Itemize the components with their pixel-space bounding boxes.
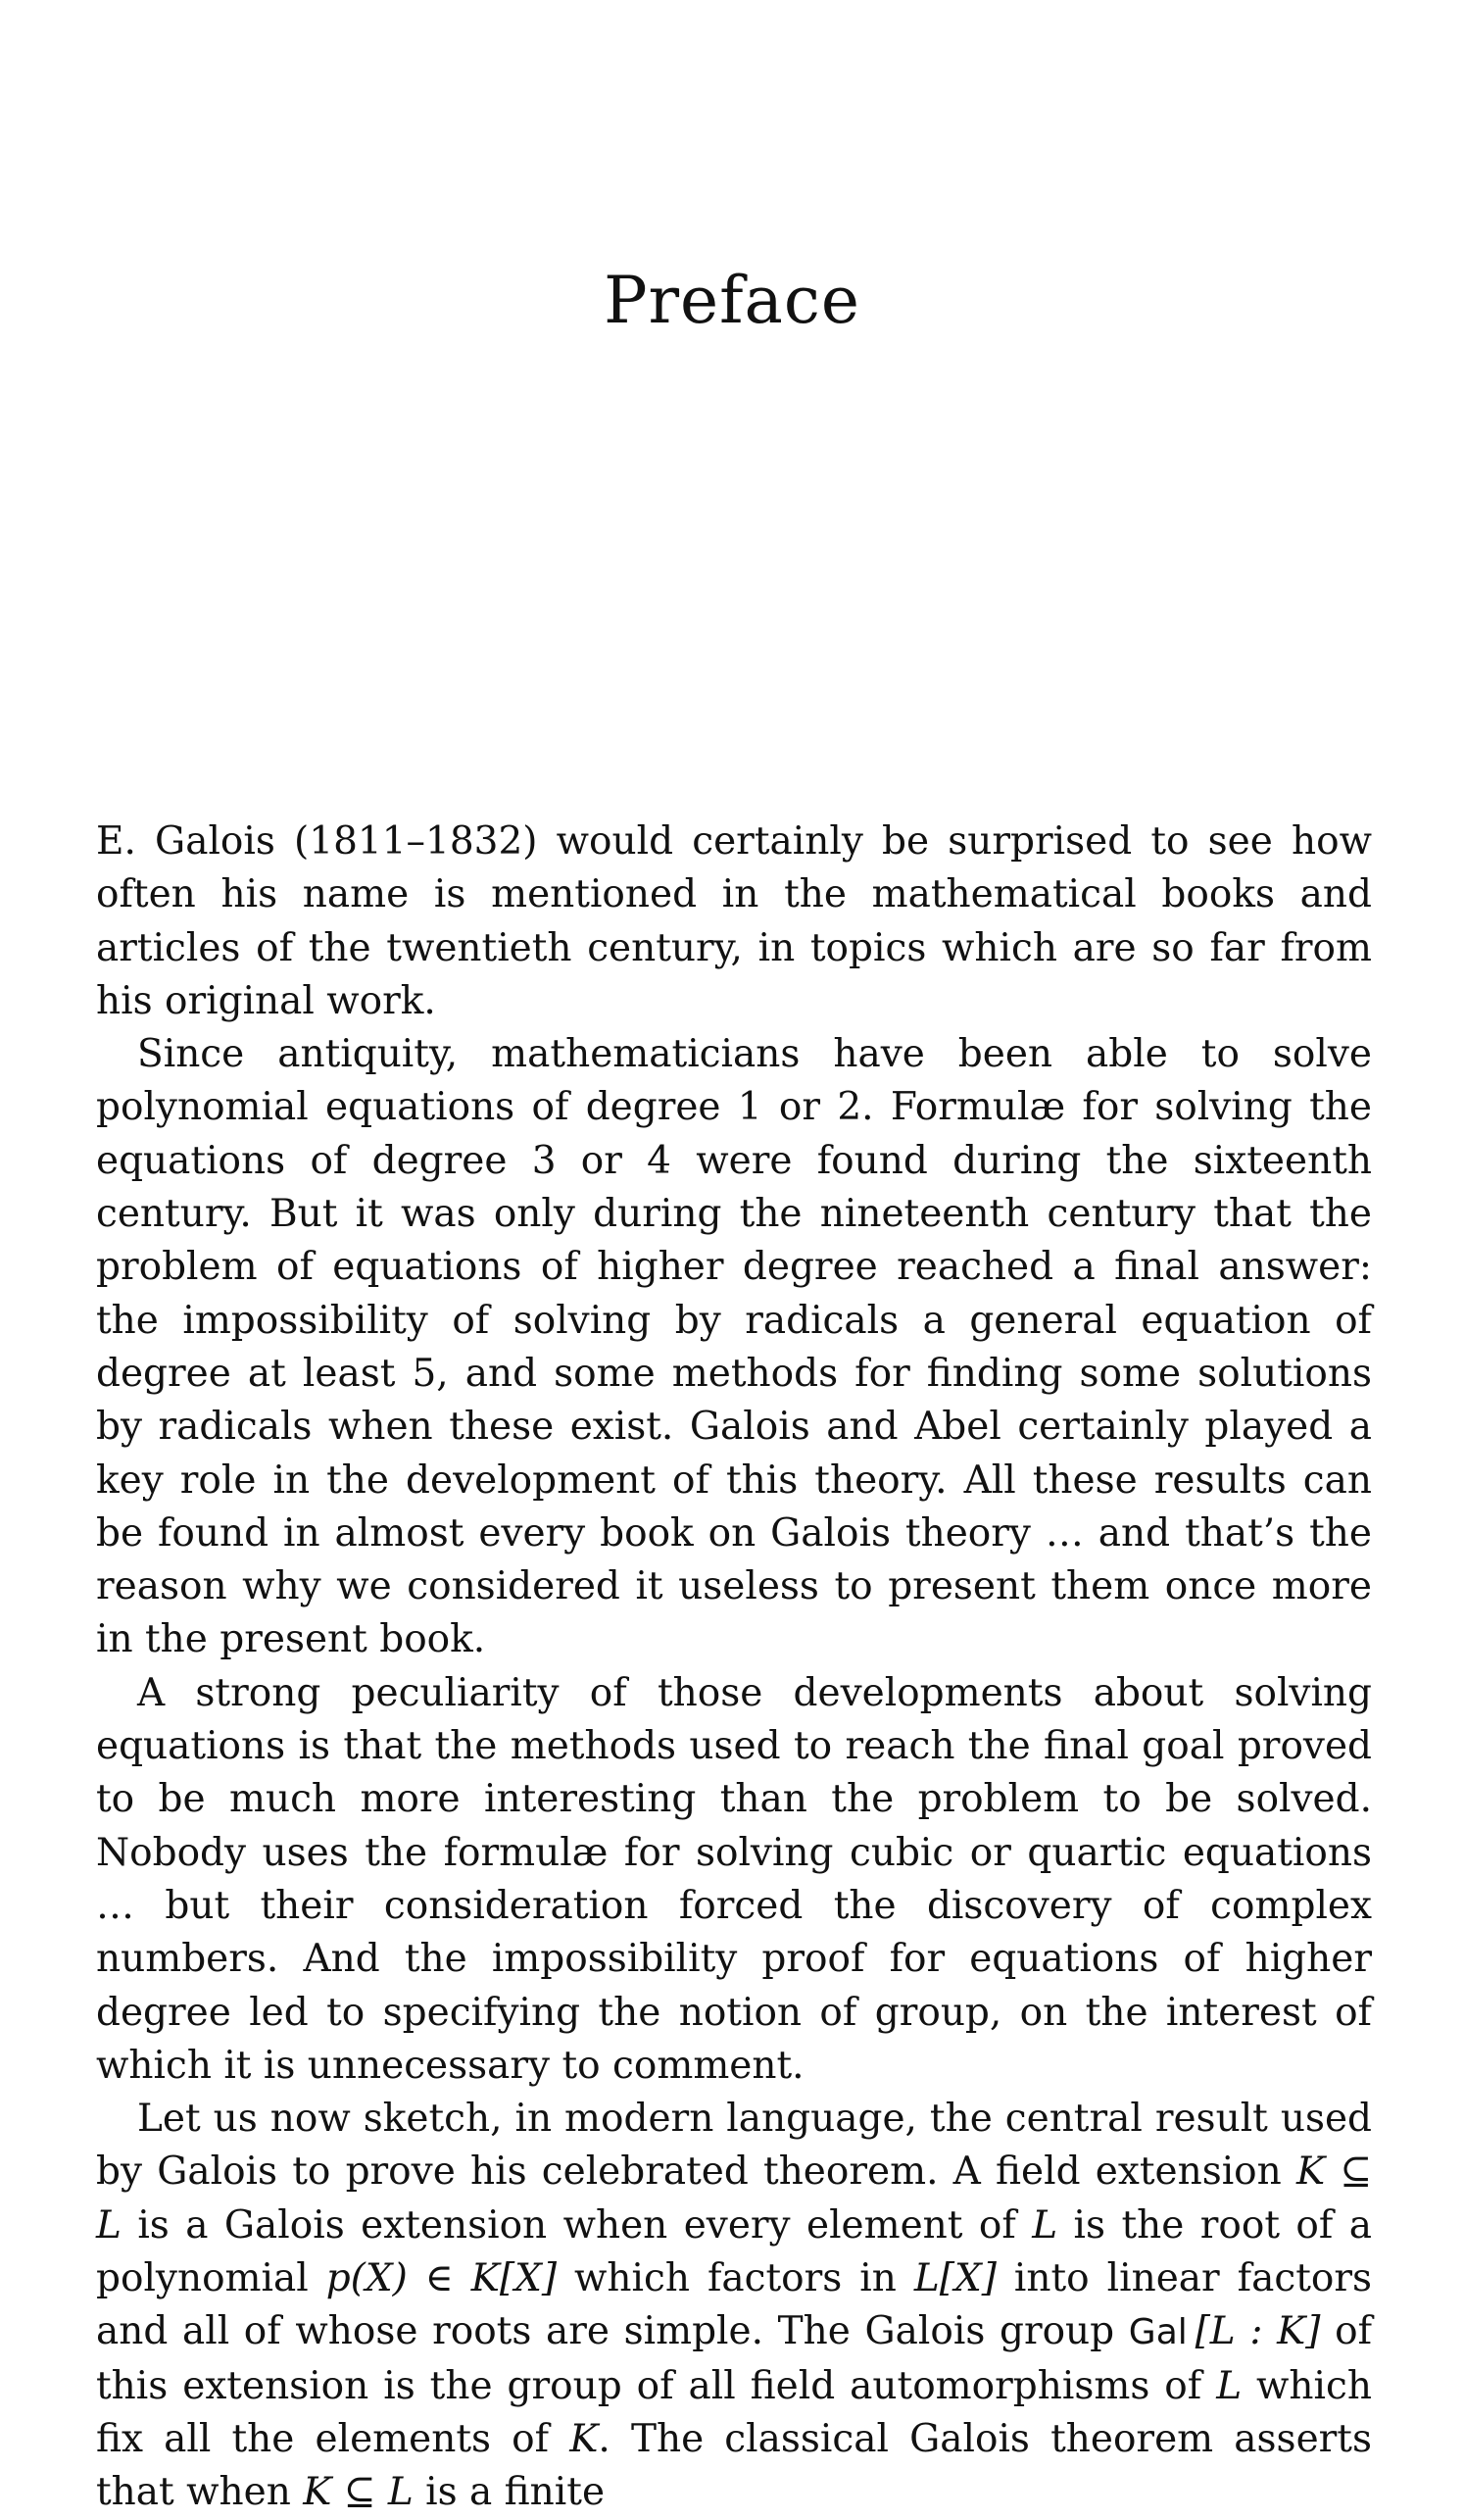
paragraph-4-text: which factors in	[557, 2256, 914, 2301]
body-text	[96, 815, 1372, 2520]
paragraph-1: E. Galois (1811–1832) would certainly be surprised to see how often his name is mentioned in the mathematical books and articles of the twentieth century, in topics which are so far from his original work.	[96, 819, 1372, 1023]
math-inline: K ⊆ L	[303, 2470, 414, 2515]
paragraph-4-text: is a finite	[413, 2470, 606, 2515]
math-inline: L[X]	[913, 2256, 997, 2301]
paragraph-4-text: of this extension is the group of all field automorphisms of	[96, 2309, 1373, 2408]
math-inline: K	[569, 2416, 599, 2461]
paragraph-4-text: Let us now sketch, in modern language, the central result used by Galois to prove his celebrated theorem. A field extension	[96, 2097, 1372, 2195]
math-inline: [L : K]	[1195, 2309, 1321, 2354]
paragraph-4-text: is the root of a polynomial	[96, 2202, 1372, 2301]
math-inline: L	[1216, 2363, 1243, 2408]
math-inline: L	[1032, 2202, 1058, 2248]
math-inline: K ⊆ L	[96, 2149, 1372, 2248]
paragraph-4	[96, 2093, 1372, 2519]
galois-group-operator: Gal	[1128, 2312, 1188, 2353]
paragraph-4-text: is a Galois extension when every element of	[121, 2202, 1033, 2248]
page-title: Preface	[604, 263, 860, 338]
paragraph-3: A strong peculiarity of those developments about solving equations is that the methods used to reach the final goal proved to be much more interesting than the problem to be solved. Nobody uses the formulæ for solving cubic or quartic equations … but their consideration forced the discovery of complex numbers. And the impossibility proof for equations of higher degree led to specifying the notion of group, on the interest of which it is unnecessary to comment.	[96, 1670, 1372, 2088]
paragraph-4-text: into linear factors and all of whose roots are simple. The Galois group	[96, 2256, 1373, 2354]
paragraph-4-text: which fix all the elements of	[96, 2363, 1372, 2461]
paragraph-2: Since antiquity, mathematicians have been able to solve polynomial equations of degree 1 or 2. Formulæ for solving the equations of degree 3 or 4 were found during the sixteenth century. But it was only during the nineteenth century that the problem of equations of higher degree reached a final answer: the impossibility of solving by radicals a general equation of degree at least 5, and some methods for finding some solutions by radicals when these exist. Galois and Abel certainly played a key role in the development of this theory. All these results can be found in almost every book on Galois theory … and that’s the reason why we considered it useless to present them once more in the present book.	[96, 1032, 1372, 1662]
math-inline: p(X) ∈ K[X]	[325, 2256, 558, 2301]
paragraph-4-text: . The classical Galois theorem asserts that when	[96, 2416, 1372, 2515]
